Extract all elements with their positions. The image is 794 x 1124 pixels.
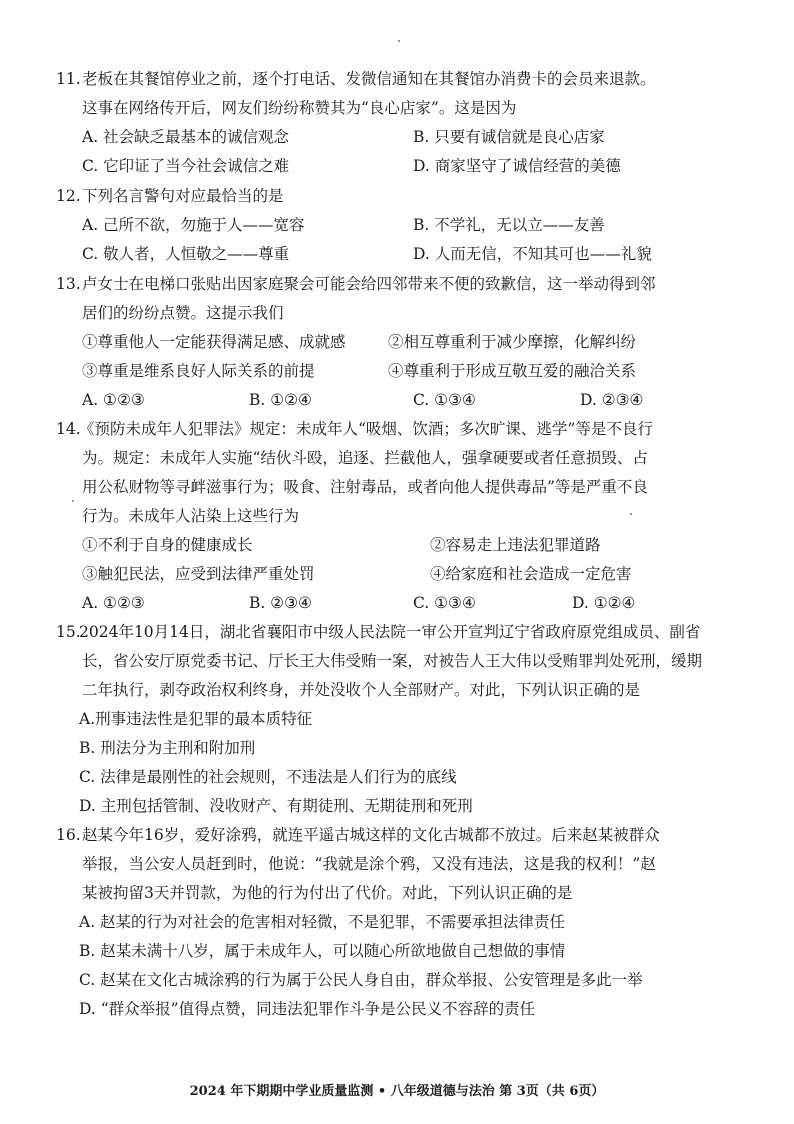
question-stem-line: 行为。未成年人沾染上这些行为: [82, 507, 300, 525]
option-d[interactable]: D. 主刑包括管制、没收财产、有期徒刑、无期徒刑和死刑: [79, 797, 473, 815]
question-number: 12.: [56, 187, 81, 205]
option-c[interactable]: C. 它印证了当今社会诚信之难: [82, 157, 290, 175]
option-d[interactable]: D. 人而无信，不知其可也——礼貌: [413, 245, 652, 263]
question-stem-line: 2024年10月14日，湖北省襄阳市中级人民法院一审公开宣判辽宁省政府原党组成员、副省: [79, 623, 701, 641]
option-c[interactable]: C. 法律是最刚性的社会规则，不违法是人们行为的底线: [79, 768, 457, 786]
page-footer: 2024 年下期期中学业质量监测 • 八年级道德与法治 第 3页（共 6页）: [189, 1084, 605, 1099]
option-b[interactable]: B. 赵某未满十八岁，属于未成年人，可以随心所欲地做自己想做的事情: [79, 942, 566, 960]
question-stem-line: 老板在其餐馆停业之前，逐个打电话、发微信通知在其餐馆办消费卡的会员来退款。: [82, 70, 656, 88]
question-stem-line: 居们的纷纷点赞。这提示我们: [82, 304, 284, 322]
option-b[interactable]: B. ②③④: [249, 594, 312, 612]
question-stem-line: 用公私财物等寻衅滋事行为；吸食、注射毒品，或者向他人提供毒品”等是严重不良: [82, 478, 648, 496]
option-b[interactable]: B. 刑法分为主刑和附加刑: [79, 739, 256, 757]
question-stem-line: 卢女士在电梯口张贴出因家庭聚会可能会给四邻带来不便的致歉信，这一举动得到邻: [82, 275, 656, 293]
question-stem-line: 下列名言警句对应最恰当的是: [82, 187, 284, 205]
question-number: 13.: [56, 275, 81, 293]
question-number: 11.: [56, 70, 81, 88]
question-stem-line: 《预防未成年人犯罪法》规定：未成年人“吸烟、饮酒；多次旷课、逃学”等是不良行: [79, 420, 653, 438]
option-b[interactable]: B. ①②④: [249, 391, 312, 409]
question-stem-line: 二年执行，剥夺政治权利终身，并处没收个人全部财产。对此，下列认识正确的是: [82, 681, 641, 699]
statement-1: ①尊重他人一定能获得满足感、成就感: [82, 333, 346, 351]
statement-4: ④给家庭和社会造成一定危害: [430, 565, 632, 583]
option-d[interactable]: D. “群众举报”值得点赞，同违法犯罪作斗争是公民义不容辞的责任: [79, 1000, 536, 1018]
statement-2: ②相互尊重利于减少摩擦，化解纠纷: [388, 333, 637, 351]
option-b[interactable]: B. 不学礼，无以立——友善: [413, 216, 605, 234]
question-stem-line: 为。规定：未成年人实施“结伙斗殴，追逐、拦截他人，强拿硬要或者任意损毁、占: [82, 449, 648, 467]
option-a[interactable]: A. 己所不欲，勿施于人——宽容: [82, 216, 305, 234]
question-stem-line: 赵某今年16岁，爱好涂鸦，就连平遥古城这样的文化古城都不放过。后来赵某被群众: [82, 826, 660, 844]
question-number: 15.: [56, 623, 81, 641]
option-a[interactable]: A.刑事违法性是犯罪的最本质特征: [79, 710, 313, 728]
question-stem-line: 长，省公安厅原党委书记、厅长王大伟受贿一案，对被告人王大伟以受贿罪判处死刑，缓期: [82, 652, 703, 670]
option-a[interactable]: A. ①②③: [82, 391, 145, 409]
option-a[interactable]: A. 社会缺乏最基本的诚信观念: [82, 128, 290, 146]
option-d[interactable]: D. ①②④: [572, 594, 636, 612]
statement-3: ③尊重是维系良好人际关系的前提: [82, 362, 315, 380]
scan-speck: [398, 40, 400, 42]
option-c[interactable]: C. 赵某在文化古城涂鸦的行为属于公民人身自由，群众举报、公安管理是多此一举: [79, 971, 643, 989]
option-c[interactable]: C. 敬人者，人恒敬之——尊重: [82, 245, 290, 263]
question-stem-line: 某被拘留3天并罚款，为他的行为付出了代价。对此，下列认识正确的是: [82, 884, 573, 902]
statement-2: ②容易走上违法犯罪道路: [430, 536, 601, 554]
option-b[interactable]: B. 只要有诚信就是良心店家: [413, 128, 605, 146]
question-stem-line: 这事在网络传开后，网友们纷纷称赞其为“良心店家”。这是因为: [82, 99, 517, 117]
scan-speck: [630, 513, 632, 515]
scan-speck: [72, 500, 74, 502]
statement-4: ④尊重利于形成互敬互爱的融洽关系: [388, 362, 637, 380]
option-d[interactable]: D. 商家坚守了诚信经营的美德: [413, 157, 621, 175]
option-d[interactable]: D. ②③④: [580, 391, 644, 409]
option-c[interactable]: C. ①③④: [413, 594, 476, 612]
question-number: 14.: [56, 420, 81, 438]
question-stem-line: 举报，当公安人员赶到时，他说：“我就是涂个鸦，又没有违法，这是我的权利！”赵: [82, 855, 656, 873]
option-a[interactable]: A. 赵某的行为对社会的危害相对轻微，不是犯罪，不需要承担法律责任: [79, 913, 566, 931]
statement-3: ③触犯民法，应受到法律严重处罚: [82, 565, 315, 583]
option-a[interactable]: A. ①②③: [82, 594, 145, 612]
statement-1: ①不利于自身的健康成长: [82, 536, 253, 554]
option-c[interactable]: C. ①③④: [413, 391, 476, 409]
question-number: 16.: [56, 826, 81, 844]
